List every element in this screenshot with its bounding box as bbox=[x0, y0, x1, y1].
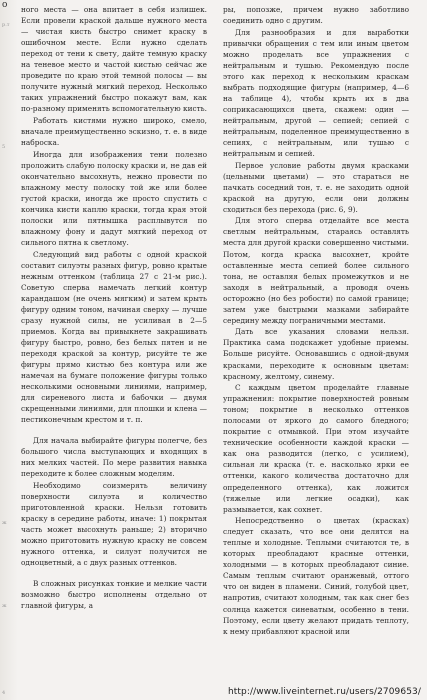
left-text-column bbox=[21, 4, 207, 612]
paragraph: Работать кистями нужно широко, смело, вначале преимущественно эскизно, т. е. в виде наброска. bbox=[21, 115, 207, 148]
paragraph: ного места — она впитает в себя излишек. Если провели краской дальше нужного места — чистая кисть быстро снимет краску в ошибочном месте. Если нужно сделать переход от тени к свету, дайте темную краску на теневое место и частой кистью сейчас же проведите по краю этой темной полосы — вы получите нужный мягкий переход. Несколько таких упражнений быстро покажут вам, как по-разному применять вспомогательную кисть. bbox=[21, 5, 207, 114]
spine-marks bbox=[2, 0, 14, 700]
spine-mark: р.т bbox=[2, 22, 10, 28]
spine-mark: 4 bbox=[2, 690, 6, 696]
spine-mark: ж bbox=[2, 520, 7, 526]
paragraph: Первое условие работы двумя красками (цельными цветами) — это стараться не пачкать соседний тон, т. е. не заходить одной краской на другую, если они должны сходиться без перехода (рис. 6, 9). bbox=[223, 160, 409, 214]
right-text-column bbox=[223, 4, 409, 637]
spine-mark: 5 bbox=[2, 144, 6, 150]
paragraph: В сложных рисунках тонкие и мелкие части возможно быстро исполнены отдельно от главной фигуры, а bbox=[21, 579, 207, 611]
paragraph: ры, попозже, причем нужно заботливо соединить одно с другим. bbox=[223, 5, 409, 26]
spine-mark: ж bbox=[2, 603, 7, 609]
paragraph: Для начала выбирайте фигуры полегче, без большого числа выступающих и входящих в них мелких частей. По мере развития навыка переходите к более сложным моделям. bbox=[21, 436, 207, 479]
page-corner-mark: о bbox=[2, 0, 8, 10]
paragraph: Иногда для изображения тени полезно проложить слабую полоску краски и, не дав ей окончательно высохнуть, нежно провести по влажному месту полоску той же или более густой краски, иногда же просто спустить с кончика кисти каплю краски, тогда края этой полоски или пятнышка расплывутся по влажному фону и дадут мягкий переход от сильного пятна к светлому. bbox=[21, 149, 207, 247]
paragraph: Для разнообразия и для выработки привычки обращения с тем или иным цветом можно проделать все упражнения с нейтральным и тушью. Рекомендую после этого как переход к нескольким краскам выбрать подходящие фигуры (например, 4—6 на таблице 4), чтобы крыть их в два соприкасающихся цвета, скажем: один — нейтральным, другой — сепией; сепией с нейтральным, поделенное преимущественно в сепиях, с нейтральным, или тушью с нейтральным и сепией. bbox=[223, 27, 409, 159]
paragraph: Необходимо соизмерять величину поверхности силуэта и количество приготовленной краски. Нельзя готовить краску в середине работы, иначе: 1) покрытая часть может высохнуть раньше; 2) вторично можно приготовить нужную краску не совсем нужного оттенка, и силуэт получится не одноцветный, а с двух разных оттенков. bbox=[21, 480, 207, 568]
paragraph: С каждым цветом проделайте главные упражнения: покрытие поверхностей ровным тоном; покрытие в несколько оттенков полосами от яркого до самого бледного; покрытие с отмывкой. При этом изучайте технические особенности каждой краски — как она разводится (легко, с усилием), сильная ли краска (т. е. насколько ярки ее оттенки, какого количества достаточно для определенного оттенка), как ложится (тяжелые или легкие осадки), как размывается, как сохнет. bbox=[223, 383, 409, 514]
source-url-watermark[interactable]: http://www.liveinternet.ru/users/2709653/ bbox=[228, 687, 421, 697]
paragraph: Для этого сперва отделайте все места светлым нейтральным, стараясь оставлять места для другой краски совершенно чистыми. Потом, когда краска высохнет, кройте оставленные места сепией более сильного тона, не оставляя белых промежутков и не заходя в нейтральный, а проводя очень осторожно (но без робости) по самой границе; затем уже быстрыми мазками забирайте середину между пограничными местами. bbox=[223, 216, 409, 325]
paragraph: Непосредственно о цветах (красках) следует сказать, что все они делятся на теплые и холодные. Теплыми считаются те, в которых преобладают красные оттенки, холодными — в которых преобладают синие. Самым теплым считают оранжевый, оттого что он виден в пламени. Синий, голубой цвет, напротив, считают холодным, так как снег без солнца кажется синеватым, особенно в тени. Поэтому, если цвету желают придать теплоту, к нему прибавляют красной или bbox=[223, 516, 409, 636]
paragraph: Дать все указания словами нельзя. Практика сама подскажет удобные приемы. Больше рисуйте. Основавшись с одной-двумя красками, переходите к основным цветам: красному, желтому, синему. bbox=[223, 327, 409, 381]
paragraph: Следующий вид работы с одной краской составит силуэты разных фигур, ровно крытые нежным оттенком (таблица 27 с 21-м рис.). Советую сперва намечать легкий контур карандашом (не очень мягким) и затем крыть фигуру одним тоном, начиная сверху — лучше сразу нужной силы, не усиливая в 2—5 приемов. Когда вы привыкнете закрашивать фигуру быстро, ровно, без белых пятен и не переходя краской за контур, рисуйте те же фигуры прямо кистью без контура или же намечая на бумаге положение фигуры только несколькими основными линиями, например, для сиреневого листа и бабочки — двумя скрещенными линиями, для плошки и клена — пестиконечным крестом и т. п. bbox=[21, 249, 207, 425]
